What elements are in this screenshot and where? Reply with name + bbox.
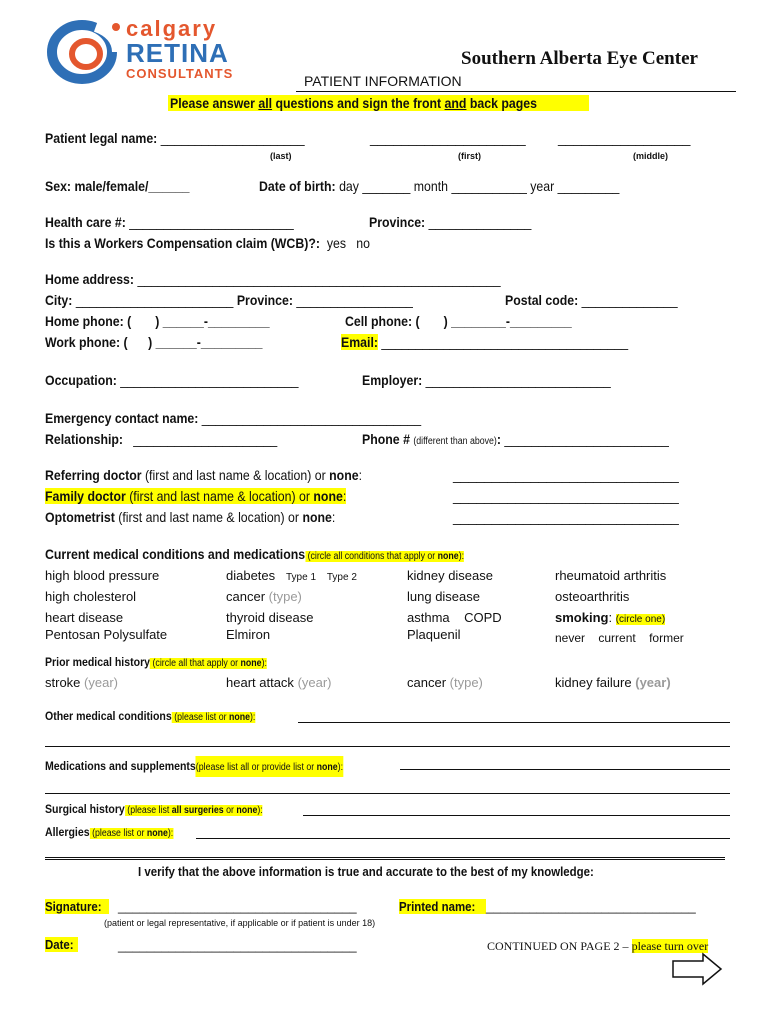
last-caption: (last) xyxy=(270,151,292,161)
prior-history-none[interactable]: none xyxy=(240,658,262,669)
surgical-note-all: all surgeries xyxy=(171,805,224,816)
dob-month-label: month xyxy=(413,178,449,194)
health-province-field[interactable]: _______________ xyxy=(428,214,532,230)
instruction-all: all xyxy=(258,95,273,111)
wcb-label: Is this a Workers Compensation claim (WCB)?: xyxy=(45,235,320,251)
instruction-banner xyxy=(168,95,589,111)
allergies-field[interactable] xyxy=(196,838,730,839)
surgical-title: Surgical history xyxy=(45,802,125,816)
home-phone-field[interactable]: ) ______-_________ xyxy=(155,313,270,329)
wcb-no-option[interactable]: no xyxy=(356,235,370,251)
health-province-row xyxy=(369,214,554,230)
turn-over-text: please turn over xyxy=(631,939,709,953)
instruction-text-end: back pages xyxy=(466,95,537,111)
condition-pentosan[interactable]: Pentosan Polysulfate xyxy=(45,627,168,642)
employer-field[interactable]: ___________________________ xyxy=(425,372,611,388)
health-care-field[interactable]: ________________________ xyxy=(129,214,294,230)
referring-doctor-colon: : xyxy=(358,467,363,483)
health-care-label: Health care #: xyxy=(45,214,126,230)
emergency-name-row xyxy=(45,410,472,426)
dob-day-field[interactable]: _______ xyxy=(362,178,411,194)
sex-field[interactable]: ______ xyxy=(148,178,190,194)
other-conditions-none[interactable]: none xyxy=(228,712,250,723)
arrow-right-icon[interactable] xyxy=(671,952,723,986)
prior-heart-attack[interactable]: heart attack xyxy=(226,675,294,690)
logo-text-consultants: CONSULTANTS xyxy=(126,66,234,81)
prior-history-title: Prior medical history xyxy=(45,655,151,669)
condition-thyroid[interactable]: thyroid disease xyxy=(226,610,314,625)
optometrist-colon: : xyxy=(331,509,336,525)
smoking-current-option[interactable]: current xyxy=(598,631,636,645)
printed-name-label xyxy=(399,899,486,914)
medications-none[interactable]: none xyxy=(316,762,338,773)
clinic-logo xyxy=(44,14,234,84)
current-conditions-heading xyxy=(45,546,521,562)
current-conditions-none[interactable]: none xyxy=(437,551,459,562)
condition-kidney[interactable]: kidney disease xyxy=(407,568,493,583)
work-phone-label: Work phone: ( xyxy=(45,334,128,350)
printed-name-field[interactable]: _____________________________ xyxy=(486,899,696,914)
medications-field[interactable] xyxy=(400,769,730,770)
email-field[interactable]: ____________________________________ xyxy=(381,334,629,350)
occupation-label: Occupation: xyxy=(45,372,117,388)
emergency-phone-colon: : xyxy=(496,431,501,447)
medications-field-2[interactable] xyxy=(45,793,730,794)
condition-heart-disease[interactable]: heart disease xyxy=(45,610,124,625)
occupation-field[interactable]: __________________________ xyxy=(120,372,299,388)
family-doctor-field[interactable]: _____________________________ xyxy=(453,488,679,504)
prior-history-note-end: ): xyxy=(261,658,267,669)
smoking-colon: : xyxy=(608,610,616,625)
cell-phone-row xyxy=(345,313,603,329)
province-label: Province: xyxy=(236,292,293,308)
dob-month-field[interactable]: ___________ xyxy=(451,178,527,194)
emergency-name-label: Emergency contact name: xyxy=(45,410,199,426)
medications-note-end: ): xyxy=(337,762,344,773)
header-rule xyxy=(296,91,736,92)
instruction-and: and xyxy=(444,95,467,111)
occupation-row xyxy=(45,372,333,388)
middle-caption: (middle) xyxy=(633,151,668,161)
emergency-phone-field[interactable]: ________________________ xyxy=(504,431,669,447)
verification-statement xyxy=(138,864,656,879)
condition-cancer-row xyxy=(226,589,302,604)
prior-kidney-failure[interactable]: kidney failure xyxy=(555,675,632,690)
section-title: PATIENT INFORMATION xyxy=(304,73,462,89)
prior-kidney-row xyxy=(555,675,671,690)
optometrist-row xyxy=(45,509,375,525)
relationship-field[interactable]: _____________________ xyxy=(133,431,278,447)
home-address-field[interactable]: _____________________________________________________ xyxy=(137,271,501,287)
diabetes-type2-option[interactable]: Type 2 xyxy=(326,572,357,583)
family-doctor-colon: : xyxy=(342,488,347,504)
condition-plaquenil[interactable]: Plaquenil xyxy=(407,627,461,642)
smoking-note: (circle one) xyxy=(615,614,666,625)
optometrist-note: (first and last name & location) or xyxy=(114,509,303,525)
dob-row xyxy=(259,178,668,194)
health-province-label: Province: xyxy=(369,214,426,230)
allergies-note-end: ): xyxy=(167,828,174,839)
referring-doctor-none[interactable]: none xyxy=(329,467,359,483)
other-conditions-field[interactable] xyxy=(298,722,730,723)
other-conditions-note: (please list or xyxy=(171,712,229,723)
work-phone-row xyxy=(45,334,292,350)
condition-osteo[interactable]: osteoarthritis xyxy=(555,589,630,604)
email-row xyxy=(341,334,667,350)
medications-note: (please list all or provide list or xyxy=(195,762,317,773)
last-name-field[interactable]: _____________________ xyxy=(160,130,305,146)
date-field[interactable]: _________________________________ xyxy=(118,938,357,953)
date-label-text: Date: xyxy=(45,937,74,952)
home-address-label: Home address: xyxy=(45,271,135,287)
printed-name-label-text: Printed name: xyxy=(399,899,476,914)
diabetes-type1-option[interactable]: Type 1 xyxy=(286,572,317,583)
signature-label-text: Signature: xyxy=(45,899,102,914)
signature-note: (patient or legal representative, if applicable or if patient is under 18) xyxy=(104,918,376,928)
sex-row xyxy=(45,178,209,194)
other-conditions-heading xyxy=(45,709,284,723)
cell-phone-label: Cell phone: ( xyxy=(345,313,420,329)
current-conditions-title: Current medical conditions and medications xyxy=(45,546,306,562)
date-label xyxy=(45,937,78,952)
city-row xyxy=(45,292,463,308)
optometrist-label: Optometrist xyxy=(45,509,115,525)
relationship-row xyxy=(45,431,309,447)
prior-heart-row xyxy=(226,675,332,690)
instruction-text-mid: questions and sign the front xyxy=(272,95,445,111)
medications-heading xyxy=(45,756,384,777)
emergency-phone-row xyxy=(362,431,711,447)
dob-day-label: day xyxy=(339,178,359,194)
smoking-never-option[interactable]: never xyxy=(555,631,586,645)
family-doctor-row xyxy=(45,488,387,504)
emergency-name-field[interactable]: ________________________________ xyxy=(201,410,422,426)
current-conditions-note: (circle all conditions that apply or xyxy=(305,551,438,562)
allergies-title: Allergies xyxy=(45,825,90,839)
prior-stroke-year: (year) xyxy=(84,675,118,690)
center-name: Southern Alberta Eye Center xyxy=(461,48,698,69)
surgical-note-end: ): xyxy=(257,805,263,816)
smoking-former-option[interactable]: former xyxy=(649,631,684,645)
surgical-none[interactable]: none xyxy=(236,805,258,816)
relationship-label: Relationship: xyxy=(45,431,124,447)
wcb-row xyxy=(45,235,414,251)
sex-label: Sex: male/female/ xyxy=(45,178,149,194)
home-address-row xyxy=(45,271,563,287)
eye-logo-icon xyxy=(44,14,124,84)
allergies-none[interactable]: none xyxy=(146,828,168,839)
optometrist-none[interactable]: none xyxy=(302,509,332,525)
prior-cancer-type: (type) xyxy=(449,675,483,690)
other-conditions-title: Other medical conditions xyxy=(45,709,172,723)
referring-doctor-row xyxy=(45,467,405,483)
work-phone-field[interactable]: ) ______-_________ xyxy=(148,334,263,350)
dob-year-field[interactable]: _________ xyxy=(557,178,620,194)
condition-high-cholesterol[interactable]: high cholesterol xyxy=(45,589,137,604)
other-conditions-field-2[interactable] xyxy=(45,746,730,747)
surgical-field[interactable] xyxy=(303,815,730,816)
prior-history-note: (circle all that apply or xyxy=(150,658,241,669)
smoking-label: smoking xyxy=(555,610,609,625)
patient-name-label: Patient legal name: xyxy=(45,130,158,146)
family-doctor-note: (first and last name & location) or xyxy=(125,488,314,504)
middle-name-field[interactable]: _________________ xyxy=(558,130,691,146)
wcb-yes-option[interactable]: yes xyxy=(326,235,347,251)
prior-kidney-year: (year) xyxy=(635,675,671,690)
medications-title: Medications and supplements xyxy=(45,759,196,773)
condition-asthma[interactable]: asthma xyxy=(407,610,450,625)
condition-asthma-row xyxy=(407,610,502,625)
logo-text-calgary: calgary xyxy=(126,16,218,41)
first-name-field[interactable]: ____________________ xyxy=(370,130,526,146)
home-phone-label: Home phone: ( xyxy=(45,313,132,329)
family-doctor-none[interactable]: none xyxy=(313,488,343,504)
prior-stroke-row xyxy=(45,675,118,690)
optometrist-field[interactable]: _____________________________ xyxy=(453,509,679,525)
allergies-note: (please list or xyxy=(89,828,147,839)
prior-cancer[interactable]: cancer xyxy=(407,675,447,690)
postal-code-field[interactable]: ______________ xyxy=(581,292,678,308)
prior-history-heading xyxy=(45,655,297,669)
postal-code-label: Postal code: xyxy=(505,292,579,308)
first-caption: (first) xyxy=(458,151,481,161)
signature-field[interactable]: _________________________________ xyxy=(118,899,357,914)
other-conditions-note-end: ): xyxy=(249,712,256,723)
employer-label: Employer: xyxy=(362,372,423,388)
signature-label xyxy=(45,899,109,914)
condition-rheumatoid[interactable]: rheumatoid arthritis xyxy=(555,568,667,583)
employer-row xyxy=(362,372,645,388)
continued-text: CONTINUED ON PAGE 2 – xyxy=(487,939,632,953)
home-phone-row xyxy=(45,313,300,329)
surgical-heading xyxy=(45,802,292,816)
city-field[interactable]: _______________________ xyxy=(75,292,234,308)
condition-copd[interactable]: COPD xyxy=(464,610,502,625)
referring-doctor-label: Referring doctor xyxy=(45,467,142,483)
city-label: City: xyxy=(45,292,73,308)
surgical-note-or: or xyxy=(223,805,237,816)
referring-doctor-field[interactable]: _____________________________ xyxy=(453,467,679,483)
logo-text-retina: RETINA xyxy=(126,38,229,68)
verification-text: I verify that the above information is true and accurate to the best of my knowledge: xyxy=(138,864,594,879)
referring-doctor-note: (first and last name & location) or xyxy=(141,467,330,483)
email-label: Email: xyxy=(341,334,378,350)
cancer-type-hint: (type) xyxy=(268,589,302,604)
patient-name-row xyxy=(45,130,340,146)
prior-cancer-row xyxy=(407,675,483,690)
condition-lung[interactable]: lung disease xyxy=(407,589,480,604)
smoking-options xyxy=(555,631,684,645)
prior-stroke[interactable]: stroke xyxy=(45,675,81,690)
emergency-phone-label: Phone # xyxy=(362,431,410,447)
family-doctor-label: Family doctor xyxy=(45,488,126,504)
emergency-phone-note: (different than above) xyxy=(413,436,497,447)
allergies-heading xyxy=(45,825,191,839)
province-field[interactable]: _________________ xyxy=(296,292,413,308)
condition-cancer[interactable]: cancer xyxy=(226,589,266,604)
dob-label: Date of birth: xyxy=(259,178,336,194)
condition-diabetes[interactable]: diabetes xyxy=(226,568,276,583)
current-conditions-note-end: ): xyxy=(458,551,465,562)
surgical-note: (please list xyxy=(124,805,172,816)
prior-heart-year: (year) xyxy=(297,675,332,690)
section-divider xyxy=(45,857,725,860)
condition-high-blood-pressure[interactable]: high blood pressure xyxy=(45,568,160,583)
health-care-row xyxy=(45,214,328,230)
condition-diabetes-row xyxy=(226,568,357,583)
condition-elmiron[interactable]: Elmiron xyxy=(226,627,271,642)
postal-row xyxy=(505,292,701,308)
dob-year-label: year xyxy=(530,178,555,194)
cell-phone-field[interactable]: ) ________-_________ xyxy=(443,313,572,329)
instruction-text: Please answer xyxy=(170,95,259,111)
smoking-row xyxy=(555,610,665,625)
